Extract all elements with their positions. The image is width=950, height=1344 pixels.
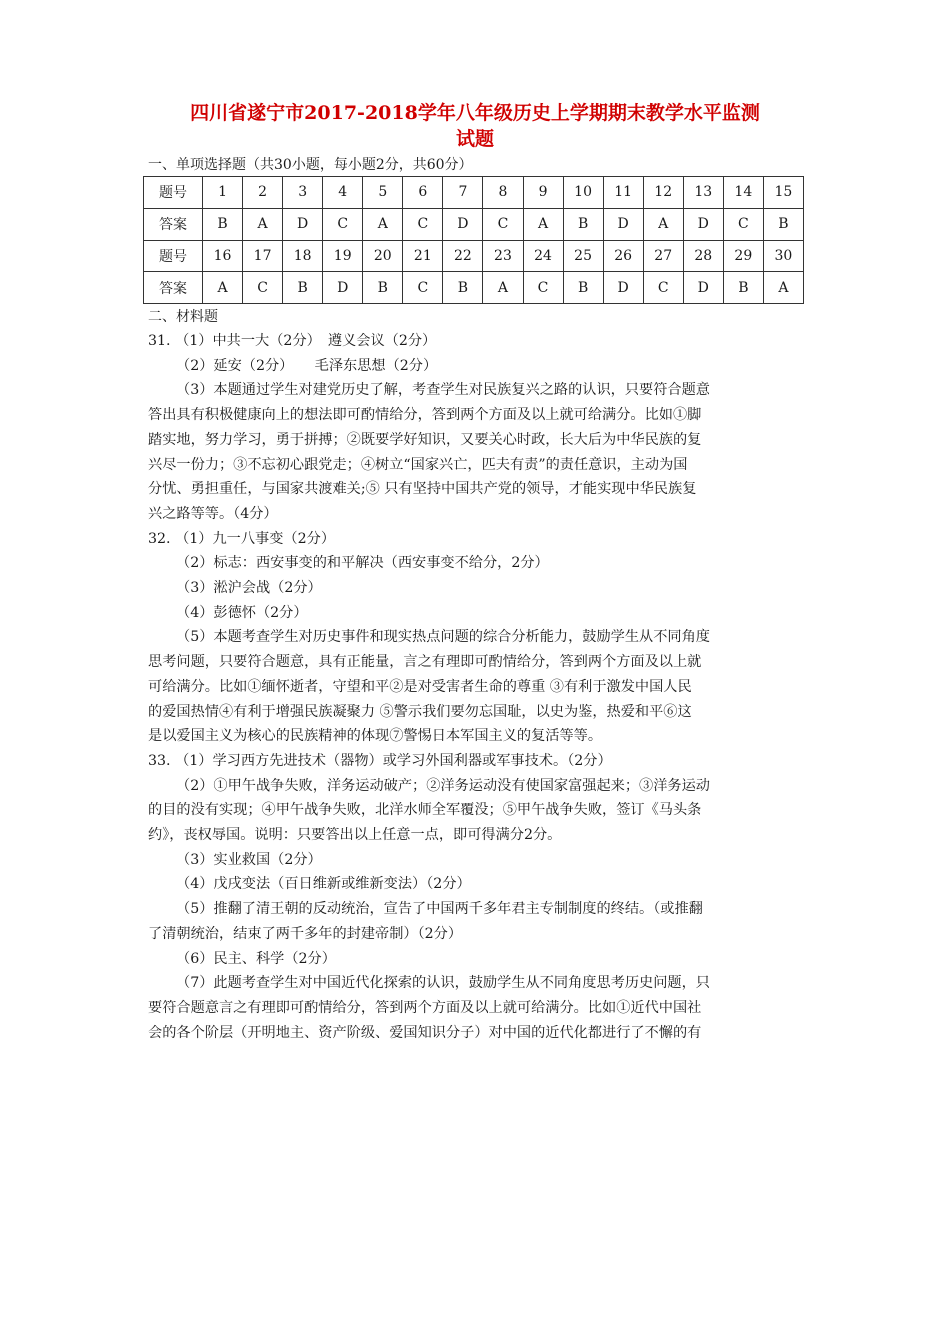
question-number-cell: 25 (563, 240, 603, 272)
text-line: 了清朝统治，结束了两千多年的封建帝制）（2分） (148, 925, 463, 942)
answer-cell: B (763, 208, 803, 240)
row-label-answer: 答案 (144, 208, 203, 240)
text-line: 33. （1）学习西方先进技术（器物）或学习外国利器或军事技术。（2分） (148, 752, 612, 769)
answer-cell: B (563, 272, 603, 304)
question-number-cell: 20 (363, 240, 403, 272)
text-line: 答出具有积极健康向上的想法即可酌情给分，答到两个方面及以上就可给满分。比如①脚 (148, 407, 702, 424)
text-line: （2）标志：西安事变的和平解决（西安事变不给分，2分） (176, 555, 549, 572)
answer-cell: B (723, 272, 763, 304)
answer-row (144, 208, 804, 240)
answer-cell: A (483, 272, 523, 304)
text-line: 约》，丧权辱国。说明：只要答出以上任意一点，即可得满分2分。 (148, 827, 562, 844)
text-line: 的爱国热情④有利于增强民族凝聚力 ⑤警示我们要勿忘国耻，以史为鉴，热爱和平⑥这 (148, 703, 692, 720)
answer-cell: C (403, 208, 443, 240)
row-label-number: 题号 (144, 177, 203, 209)
answer-text-body (148, 329, 808, 1045)
question-number-cell: 29 (723, 240, 763, 272)
question-number-cell: 7 (443, 177, 483, 209)
answer-table (143, 176, 804, 304)
question-number-cell: 14 (723, 177, 763, 209)
question-number-cell: 1 (203, 177, 243, 209)
question-number-row (144, 240, 804, 272)
section-2-heading: 二、材料题 (148, 309, 218, 325)
text-line: （5）推翻了清王朝的反动统治，宣告了中国两千多年君主专制制度的终结。（或推翻 (176, 901, 703, 918)
row-label-number: 题号 (144, 240, 203, 272)
question-number-cell: 5 (363, 177, 403, 209)
question-number-cell: 4 (323, 177, 363, 209)
answer-cell: C (243, 272, 283, 304)
answer-cell: C (723, 208, 763, 240)
question-number-cell: 21 (403, 240, 443, 272)
answer-row (144, 272, 804, 304)
question-number-cell: 15 (763, 177, 803, 209)
answer-cell: D (683, 272, 723, 304)
text-line: 可给满分。比如①缅怀逝者，守望和平②是对受害者生命的尊重 ③有利于激发中国人民 (148, 678, 692, 695)
text-line: （7）此题考查学生对中国近代化探索的认识，鼓励学生从不同角度思考历史问题，只 (176, 975, 710, 992)
answer-cell: A (203, 272, 243, 304)
answer-cell: C (483, 208, 523, 240)
answer-cell: B (283, 272, 323, 304)
question-number-cell: 22 (443, 240, 483, 272)
answer-cell: C (523, 272, 563, 304)
question-number-cell: 2 (243, 177, 283, 209)
text-line: 是以爱国主义为核心的民族精神的体现⑦警惕日本军国主义的复活等等。 (148, 728, 603, 745)
question-number-cell: 17 (243, 240, 283, 272)
row-label-answer: 答案 (144, 272, 203, 304)
question-number-cell: 3 (283, 177, 323, 209)
text-line: 的目的没有实现；④甲午战争失败，北洋水师全军覆没；⑤甲午战争失败，签订《马头条 (148, 802, 702, 819)
answer-cell: D (683, 208, 723, 240)
question-number-cell: 23 (483, 240, 523, 272)
title-line-2: 试题 (455, 128, 494, 150)
text-line: （5）本题考查学生对历史事件和现实热点问题的综合分析能力，鼓励学生从不同角度 (176, 629, 710, 646)
text-line: （3）本题通过学生对建党历史了解，考查学生对民族复兴之路的认识，只要符合题意 (176, 382, 710, 399)
question-number-cell: 8 (483, 177, 523, 209)
text-line: 思考问题，只要符合题意，具有正能量，言之有理即可酌情给分，答到两个方面及以上就 (148, 654, 702, 671)
question-number-row (144, 177, 804, 209)
question-number-cell: 10 (563, 177, 603, 209)
answer-cell: C (323, 208, 363, 240)
question-number-cell: 9 (523, 177, 563, 209)
text-line: 踏实地，努力学习，勇于拼搏；②既要学好知识，又要关心时政，长大后为中华民族的复 (148, 431, 702, 448)
answer-cell: D (323, 272, 363, 304)
question-number-cell: 28 (683, 240, 723, 272)
text-line: 会的各个阶层（开明地主、资产阶级、爱国知识分子）对中国的近代化都进行了不懈的有 (148, 1024, 702, 1041)
answer-cell: D (283, 208, 323, 240)
answer-cell: A (243, 208, 283, 240)
answer-cell: D (443, 208, 483, 240)
title-line-1: 四川省遂宁市2017-2018学年八年级历史上学期期末教学水平监测 (190, 102, 760, 124)
question-number-cell: 27 (643, 240, 683, 272)
question-number-cell: 6 (403, 177, 443, 209)
question-number-cell: 30 (763, 240, 803, 272)
question-number-cell: 24 (523, 240, 563, 272)
text-line: 分忧、勇担重任，与国家共渡难关;⑤ 只有坚持中国共产党的领导，才能实现中华民族复 (148, 481, 697, 498)
question-number-cell: 16 (203, 240, 243, 272)
answer-cell: D (603, 208, 643, 240)
question-number-cell: 13 (683, 177, 723, 209)
text-line: （2）延安（2分） 毛泽东思想（2分） (176, 357, 438, 374)
text-line: 要符合题意言之有理即可酌情给分，答到两个方面及以上就可给满分。比如①近代中国社 (148, 999, 702, 1016)
text-line: （2）①甲午战争失败，洋务运动破产；②洋务运动没有使国家富强起来；③洋务运动 (176, 777, 710, 794)
answer-cell: C (403, 272, 443, 304)
answer-cell: B (203, 208, 243, 240)
text-line: （3）实业救国（2分） (176, 851, 322, 868)
answer-cell: B (443, 272, 483, 304)
answer-cell: A (523, 208, 563, 240)
text-line: （4）戊戌变法（百日维新或维新变法）（2分） (176, 876, 471, 893)
question-number-cell: 12 (643, 177, 683, 209)
text-line: （6）民主、科学（2分） (176, 950, 336, 967)
text-line: 31. （1）中共一大（2分） 遵义会议（2分） (148, 333, 437, 349)
question-number-cell: 18 (283, 240, 323, 272)
document-title (140, 100, 810, 152)
question-number-cell: 19 (323, 240, 363, 272)
answer-cell: B (563, 208, 603, 240)
answer-cell: A (643, 208, 683, 240)
text-line: 32. （1）九一八事变（2分） (148, 530, 336, 547)
question-number-cell: 26 (603, 240, 643, 272)
answer-cell: A (763, 272, 803, 304)
text-line: （3）淞沪会战（2分） (176, 580, 322, 597)
text-line: 兴尽一份力；③不忘初心跟党走；④树立“国家兴亡，匹夫有责”的责任意识，主动为国 (148, 456, 688, 473)
answer-cell: C (643, 272, 683, 304)
section-1-heading: 一、单项选择题（共30小题，每小题2分，共60分） (148, 157, 473, 173)
answer-cell: A (363, 208, 403, 240)
answer-cell: B (363, 272, 403, 304)
text-line: 兴之路等等。（4分） (148, 505, 278, 522)
answer-cell: D (603, 272, 643, 304)
question-number-cell: 11 (603, 177, 643, 209)
text-line: （4）彭德怀（2分） (176, 604, 308, 621)
